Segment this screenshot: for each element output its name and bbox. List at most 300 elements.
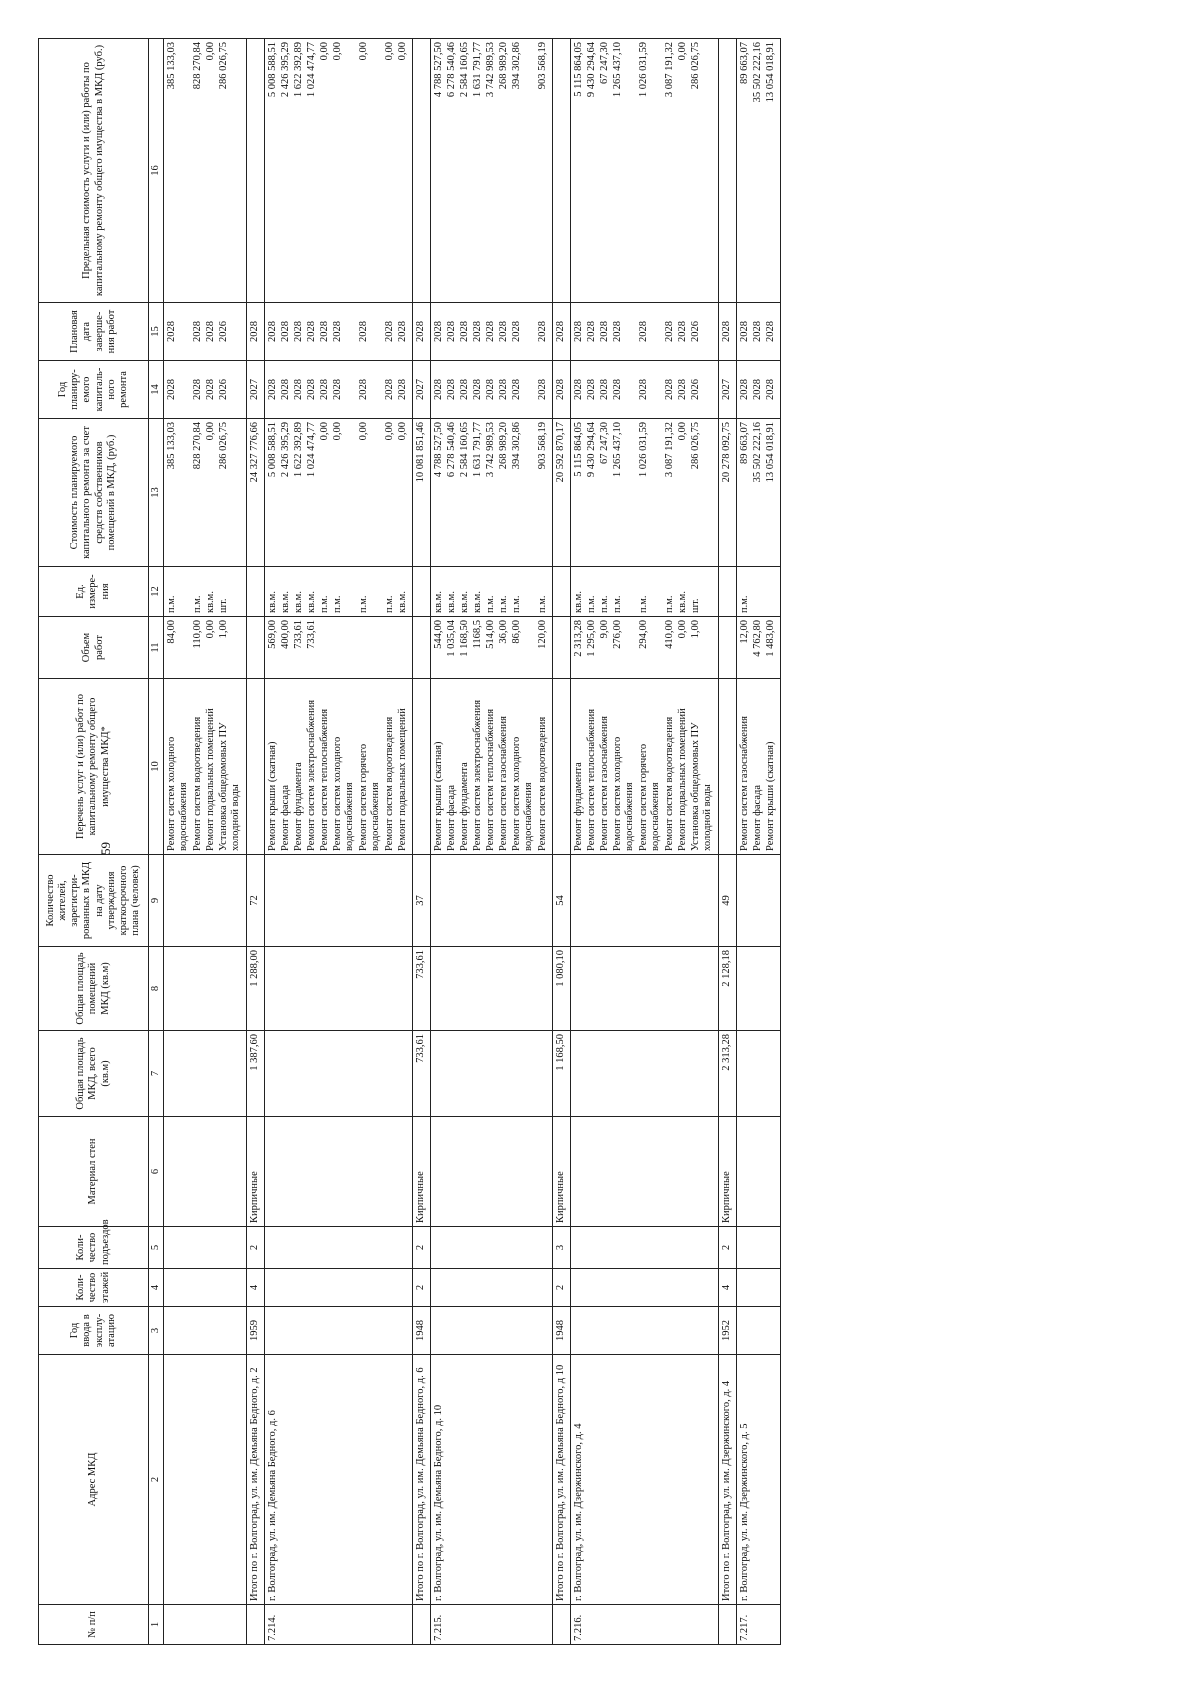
work-limit-cost-cell <box>571 39 719 303</box>
wall-material-cell: Кирпичные <box>413 1117 431 1227</box>
work-cost: 0,00 <box>384 422 396 441</box>
work-year: 2028 <box>638 379 650 400</box>
work-end-date: 2028 <box>511 321 523 342</box>
work-cost-cell <box>164 419 247 567</box>
work-cost-cell <box>737 419 781 567</box>
work-name: Ремонт фасада <box>752 784 764 851</box>
work-name-cell <box>265 679 413 855</box>
floors-cell <box>265 1269 413 1307</box>
work-unit: кв.м. <box>205 591 217 613</box>
work-limit-cost-cell <box>164 39 247 303</box>
work-cost: 286 026,75 <box>690 422 702 470</box>
work-end-date: 2028 <box>599 321 611 342</box>
work-year-cell <box>413 361 431 419</box>
year-cell: 1948 <box>413 1307 431 1355</box>
work-name: Ремонт систем газоснабжения <box>739 716 751 851</box>
work-cost: 35 502 222,16 <box>752 422 764 483</box>
work-cost: 3 742 989,53 <box>485 422 497 478</box>
work-limit-cost-cell <box>553 39 571 303</box>
total-area-cell: 733,61 <box>413 1031 431 1117</box>
work-volume: 9,00 <box>599 620 611 639</box>
work-name: Ремонт фасада <box>280 784 292 851</box>
work-name: Ремонт систем водоотведения <box>664 716 676 851</box>
premises-area-cell <box>431 947 553 1031</box>
work-name <box>721 682 734 851</box>
total-area-cell <box>571 1031 719 1117</box>
work-year: 2028 <box>280 379 292 400</box>
year-cell: 1959 <box>247 1307 265 1355</box>
work-volume: 294,00 <box>638 620 650 649</box>
work-limit-cost: 1 631 791,77 <box>472 42 484 98</box>
premises-area-cell <box>571 947 719 1031</box>
work-end-date: 2026 <box>218 321 230 342</box>
residents-cell <box>431 855 553 947</box>
work-cost: 5 115 864,05 <box>573 422 585 477</box>
work-name: Ремонт систем электроснабжения <box>472 699 484 851</box>
premises-area-cell <box>737 947 781 1031</box>
work-name: Ремонт крыши (скатная) <box>765 741 777 851</box>
work-limit-cost: 903 568,19 <box>537 42 549 90</box>
work-volume-cell <box>719 617 737 679</box>
work-unit: п.м. <box>358 595 370 613</box>
address-cell: Итого по г. Волгоград, ул. им. Демьяна Бедного, д 10 <box>553 1355 571 1605</box>
work-year: 2027 <box>415 379 427 400</box>
work-limit-cost: 3 087 191,32 <box>664 42 676 98</box>
work-name: Установка общедомовых ПУ холодной воды <box>218 722 242 851</box>
work-limit-cost: 4 788 527,50 <box>433 42 445 98</box>
address-cell: г. Волгоград, ул. им. Демьяна Бедного, д. 10 <box>431 1355 553 1605</box>
work-cost: 89 663,07 <box>739 422 751 464</box>
work-end-date: 2028 <box>192 321 204 342</box>
work-limit-cost: 2 584 160,65 <box>459 42 471 98</box>
total-area-cell <box>265 1031 413 1117</box>
total-area-cell: 1 168,50 <box>553 1031 571 1117</box>
work-cost: 0,00 <box>358 422 370 441</box>
residents-cell: 49 <box>719 855 737 947</box>
work-volume: 1 035,04 <box>446 620 458 657</box>
work-year: 2028 <box>677 379 689 400</box>
work-volume: 1,00 <box>690 620 702 639</box>
table-header-row <box>39 39 149 1645</box>
premises-area-cell <box>164 947 247 1031</box>
work-year: 2028 <box>397 379 409 400</box>
work-name: Ремонт систем холодного водоснабжения <box>612 736 636 851</box>
header-cell: Коли-чество этажей <box>39 1269 149 1307</box>
work-limit-cost: 2 426 395,29 <box>280 42 292 98</box>
work-volume: 410,00 <box>664 620 676 649</box>
total-area-cell <box>431 1031 553 1117</box>
work-limit-cost: 3 742 989,53 <box>485 42 497 98</box>
work-volume: 1 168,50 <box>459 620 471 657</box>
work-limit-cost: 268 989,20 <box>498 42 510 90</box>
header-cell: Плановая дата заверше-ния работ <box>39 303 149 361</box>
work-name <box>415 682 428 851</box>
wall-material-cell: Кирпичные <box>719 1117 737 1227</box>
work-volume: 110,00 <box>192 620 204 649</box>
column-number: 1 <box>149 1605 164 1645</box>
residents-cell <box>571 855 719 947</box>
work-cost: 3 087 191,32 <box>664 422 676 478</box>
work-end-date: 2028 <box>384 321 396 342</box>
work-cost: 2 584 160,65 <box>459 422 471 478</box>
total-area-cell <box>164 1031 247 1117</box>
work-year: 2028 <box>459 379 471 400</box>
work-volume <box>319 620 332 675</box>
header-cell: Год ввода в эксплу-атацию <box>39 1307 149 1355</box>
work-year: 2028 <box>511 379 523 400</box>
work-volume <box>384 620 397 675</box>
work-end-date-cell <box>719 303 737 361</box>
work-name-cell <box>737 679 781 855</box>
header-cell: Год планиру-емого капиталь-ного ремонта <box>39 361 149 419</box>
work-cost: 385 133,03 <box>166 422 178 470</box>
work-cost: 20 278 092,75 <box>721 422 733 483</box>
work-end-date: 2026 <box>690 321 702 342</box>
residents-cell <box>164 855 247 947</box>
premises-area-cell: 1 288,00 <box>247 947 265 1031</box>
work-name: Ремонт систем водоотведения <box>384 716 396 851</box>
address-cell: г. Волгоград, ул. им. Демьяна Бедного, д. 6 <box>265 1355 413 1605</box>
address-cell: Итого по г. Волгоград, ул. им. Демьяна Бедного, д. 6 <box>413 1355 431 1605</box>
work-end-date-cell <box>265 303 413 361</box>
work-volume: 120,00 <box>537 620 549 649</box>
work-limit-cost: 9 430 294,64 <box>586 42 598 98</box>
column-number: 16 <box>149 39 164 303</box>
entrances-cell <box>737 1227 781 1269</box>
header-cell: Ед. измере-ния <box>39 567 149 617</box>
column-number: 5 <box>149 1227 164 1269</box>
work-cost: 67 247,30 <box>599 422 611 464</box>
work-limit-cost: 5 115 864,05 <box>573 42 585 97</box>
work-name-cell <box>431 679 553 855</box>
work-volume: 733,61 <box>306 620 318 649</box>
work-end-date: 2028 <box>586 321 598 342</box>
work-name: Ремонт систем горячего водоснабжения <box>358 743 382 851</box>
work-unit: п.м. <box>511 595 523 613</box>
total-row <box>247 39 265 1645</box>
floors-cell <box>737 1269 781 1307</box>
table-row <box>737 39 781 1645</box>
work-limit-cost-cell <box>719 39 737 303</box>
work-unit: п.м. <box>166 595 178 613</box>
work-volume: 12,00 <box>739 620 751 644</box>
work-year-cell <box>737 361 781 419</box>
work-limit-cost: 394 302,86 <box>511 42 523 90</box>
premises-area-cell: 1 080,10 <box>553 947 571 1031</box>
premises-area-cell: 733,61 <box>413 947 431 1031</box>
work-name-cell <box>571 679 719 855</box>
work-unit <box>752 570 765 613</box>
work-name: Ремонт систем газоснабжения <box>599 716 611 851</box>
work-year: 2028 <box>319 379 331 400</box>
work-unit: п.м. <box>537 595 549 613</box>
work-cost: 6 278 540,46 <box>446 422 458 478</box>
work-end-date: 2028 <box>249 321 261 342</box>
work-end-date: 2028 <box>472 321 484 342</box>
work-cost-cell <box>247 419 265 567</box>
entrances-cell <box>571 1227 719 1269</box>
work-name: Ремонт систем водоотведения <box>192 716 204 851</box>
work-volume: 84,00 <box>166 620 178 644</box>
wall-material-cell: Кирпичные <box>553 1117 571 1227</box>
work-limit-cost: 0,00 <box>358 42 370 61</box>
work-unit <box>249 570 262 613</box>
work-cost: 4 788 527,50 <box>433 422 445 478</box>
work-end-date: 2028 <box>664 321 676 342</box>
entrances-cell: 3 <box>553 1227 571 1269</box>
work-volume <box>397 620 410 675</box>
work-limit-cost-cell <box>265 39 413 303</box>
work-year: 2028 <box>573 379 585 400</box>
row-number: 7.214. <box>265 1605 413 1645</box>
work-end-date: 2028 <box>319 321 331 342</box>
work-limit-cost: 828 270,84 <box>192 42 204 90</box>
work-volume: 514,00 <box>485 620 497 649</box>
work-cost: 1 024 474,77 <box>306 422 318 478</box>
column-number: 9 <box>149 855 164 947</box>
year-cell <box>164 1307 247 1355</box>
work-end-date: 2028 <box>166 321 178 342</box>
work-end-date: 2028 <box>537 321 549 342</box>
work-name: Ремонт систем водоотведения <box>537 716 549 851</box>
floors-cell <box>164 1269 247 1307</box>
work-volume: 2 313,28 <box>573 620 585 657</box>
column-number: 14 <box>149 361 164 419</box>
table-row <box>265 39 413 1645</box>
work-end-date: 2028 <box>752 321 764 342</box>
work-unit <box>765 570 778 613</box>
work-limit-cost: 0,00 <box>332 42 344 61</box>
work-volume-cell <box>553 617 571 679</box>
floors-cell: 2 <box>413 1269 431 1307</box>
work-volume: 1 295,00 <box>586 620 598 657</box>
work-cost: 24 327 776,66 <box>249 422 261 483</box>
work-cost: 0,00 <box>205 422 217 441</box>
work-name: Ремонт систем газоснабжения <box>498 716 510 851</box>
work-year-cell <box>164 361 247 419</box>
column-number: 11 <box>149 617 164 679</box>
work-year: 2028 <box>205 379 217 400</box>
work-end-date: 2028 <box>306 321 318 342</box>
work-name-cell <box>553 679 571 855</box>
column-number: 7 <box>149 1031 164 1117</box>
floors-cell: 4 <box>719 1269 737 1307</box>
work-name: Ремонт подвальных помещений <box>677 708 689 851</box>
work-name: Ремонт фундамента <box>573 762 585 851</box>
work-cost: 394 302,86 <box>511 422 523 470</box>
residents-cell <box>265 855 413 947</box>
residents-cell: 54 <box>553 855 571 947</box>
work-cost-cell <box>553 419 571 567</box>
work-end-date-cell <box>413 303 431 361</box>
column-number: 13 <box>149 419 164 567</box>
wall-material-cell <box>431 1117 553 1227</box>
work-name: Ремонт систем холодного водоснабжения <box>511 736 535 851</box>
work-cost-cell <box>413 419 431 567</box>
work-name <box>555 682 568 851</box>
work-name: Ремонт систем теплоснабжения <box>319 708 331 851</box>
row-number <box>719 1605 737 1645</box>
work-cost: 268 989,20 <box>498 422 510 470</box>
wall-material-cell <box>265 1117 413 1227</box>
work-unit: кв.м. <box>446 591 458 613</box>
work-volume: 4 762,80 <box>752 620 764 657</box>
work-volume <box>415 620 428 675</box>
row-number: 7.215. <box>431 1605 553 1645</box>
row-number: 7.216. <box>571 1605 719 1645</box>
work-limit-cost: 286 026,75 <box>690 42 702 90</box>
work-year: 2028 <box>293 379 305 400</box>
work-volume-cell <box>413 617 431 679</box>
work-limit-cost-cell <box>737 39 781 303</box>
total-area-cell: 1 387,60 <box>247 1031 265 1117</box>
work-unit <box>555 570 568 613</box>
work-end-date: 2028 <box>765 321 777 342</box>
work-year: 2028 <box>485 379 497 400</box>
header-cell: Предельная стоимость услуги и (или) работы по капитальному ремонту общего имущества в МКД (руб.) <box>39 39 149 303</box>
column-number: 4 <box>149 1269 164 1307</box>
work-limit-cost-cell <box>431 39 553 303</box>
work-year-cell <box>571 361 719 419</box>
work-unit-cell <box>247 567 265 617</box>
work-year: 2028 <box>752 379 764 400</box>
work-unit: п.м. <box>332 595 344 613</box>
work-year: 2028 <box>739 379 751 400</box>
work-unit <box>721 570 734 613</box>
row-number <box>247 1605 265 1645</box>
work-cost: 903 568,19 <box>537 422 549 470</box>
work-cost: 13 054 018,91 <box>765 422 777 483</box>
work-unit: п.м. <box>638 595 650 613</box>
work-end-date: 2028 <box>459 321 471 342</box>
work-end-date: 2028 <box>358 321 370 342</box>
column-number: 6 <box>149 1117 164 1227</box>
work-name: Установка общедомовых ПУ холодной воды <box>690 722 714 851</box>
work-cost-cell <box>431 419 553 567</box>
work-name: Ремонт систем холодного водоснабжения <box>166 736 190 851</box>
work-end-date: 2028 <box>721 321 733 342</box>
year-cell: 1948 <box>553 1307 571 1355</box>
work-unit: кв.м. <box>306 591 318 613</box>
work-name: Ремонт систем теплоснабжения <box>485 708 497 851</box>
work-volume <box>358 620 384 675</box>
work-volume-cell <box>737 617 781 679</box>
work-limit-cost: 5 008 588,51 <box>267 42 279 98</box>
column-number: 8 <box>149 947 164 1031</box>
work-volume: 733,61 <box>293 620 305 649</box>
total-row <box>553 39 571 1645</box>
work-unit: п.м. <box>485 595 497 613</box>
work-volume-cell <box>247 617 265 679</box>
row-number: 7.217. <box>737 1605 781 1645</box>
row-number <box>413 1605 431 1645</box>
work-unit: п.м. <box>664 595 676 613</box>
address-cell: Итого по г. Волгоград, ул. им. Дзержинского, д. 4 <box>719 1355 737 1605</box>
work-year: 2026 <box>218 379 230 400</box>
work-volume: 544,00 <box>433 620 445 649</box>
table-row <box>431 39 553 1645</box>
year-cell <box>431 1307 553 1355</box>
work-cost: 9 430 294,64 <box>586 422 598 478</box>
work-end-date-cell <box>431 303 553 361</box>
work-end-date: 2028 <box>612 321 624 342</box>
work-name: Ремонт фундамента <box>293 762 305 851</box>
work-name <box>249 682 262 851</box>
work-volume: 1168,5 <box>472 620 484 649</box>
work-volume-cell <box>571 617 719 679</box>
work-year: 2028 <box>498 379 510 400</box>
work-unit: кв.м. <box>293 591 305 613</box>
work-unit-cell <box>413 567 431 617</box>
work-end-date: 2028 <box>280 321 292 342</box>
work-unit-cell <box>571 567 719 617</box>
repair-plan-table <box>38 38 781 1645</box>
work-volume: 1,00 <box>218 620 230 639</box>
work-unit: кв.м. <box>459 591 471 613</box>
work-cost: 0,00 <box>319 422 331 441</box>
work-unit: кв.м. <box>573 591 585 613</box>
floors-cell <box>431 1269 553 1307</box>
entrances-cell <box>431 1227 553 1269</box>
work-limit-cost: 286 026,75 <box>218 42 230 90</box>
wall-material-cell <box>737 1117 781 1227</box>
work-unit-cell <box>431 567 553 617</box>
wall-material-cell: Кирпичные <box>247 1117 265 1227</box>
work-unit: шт. <box>218 598 230 613</box>
work-end-date: 2028 <box>433 321 445 342</box>
year-cell <box>265 1307 413 1355</box>
work-year: 2028 <box>192 379 204 400</box>
work-end-date: 2028 <box>205 321 217 342</box>
work-end-date: 2028 <box>638 321 650 342</box>
work-end-date: 2028 <box>555 321 567 342</box>
work-cost: 828 270,84 <box>192 422 204 470</box>
total-row <box>719 39 737 1645</box>
work-unit: кв.м. <box>472 591 484 613</box>
work-cost: 10 081 851,46 <box>415 422 427 483</box>
work-year-cell <box>431 361 553 419</box>
work-year: 2028 <box>306 379 318 400</box>
work-volume: 400,00 <box>280 620 292 649</box>
work-volume <box>721 620 734 675</box>
work-end-date: 2028 <box>293 321 305 342</box>
work-unit: кв.м. <box>280 591 292 613</box>
work-cost: 1 026 031,59 <box>638 422 650 478</box>
work-end-date: 2028 <box>739 321 751 342</box>
work-unit-cell <box>553 567 571 617</box>
work-limit-cost: 0,00 <box>319 42 331 61</box>
work-limit-cost-cell <box>413 39 431 303</box>
work-end-date: 2028 <box>446 321 458 342</box>
work-limit-cost: 67 247,30 <box>599 42 611 84</box>
header-cell: Коли-чество подъездов <box>39 1227 149 1269</box>
work-limit-cost: 0,00 <box>397 42 409 61</box>
work-unit: кв.м. <box>267 591 279 613</box>
work-limit-cost: 0,00 <box>384 42 396 61</box>
work-end-date: 2028 <box>677 321 689 342</box>
work-end-date: 2028 <box>332 321 344 342</box>
work-unit: п.м. <box>612 595 624 613</box>
work-cost: 286 026,75 <box>218 422 230 470</box>
work-volume: 1 483,00 <box>765 620 777 657</box>
header-cell: Объем работ <box>39 617 149 679</box>
work-year: 2028 <box>765 379 777 400</box>
work-cost: 1 265 437,10 <box>612 422 624 478</box>
work-name: Ремонт систем горячего водоснабжения <box>638 743 662 851</box>
work-cost: 20 592 870,17 <box>555 422 567 483</box>
work-year: 2026 <box>690 379 702 400</box>
header-cell: № п/п <box>39 1605 149 1645</box>
